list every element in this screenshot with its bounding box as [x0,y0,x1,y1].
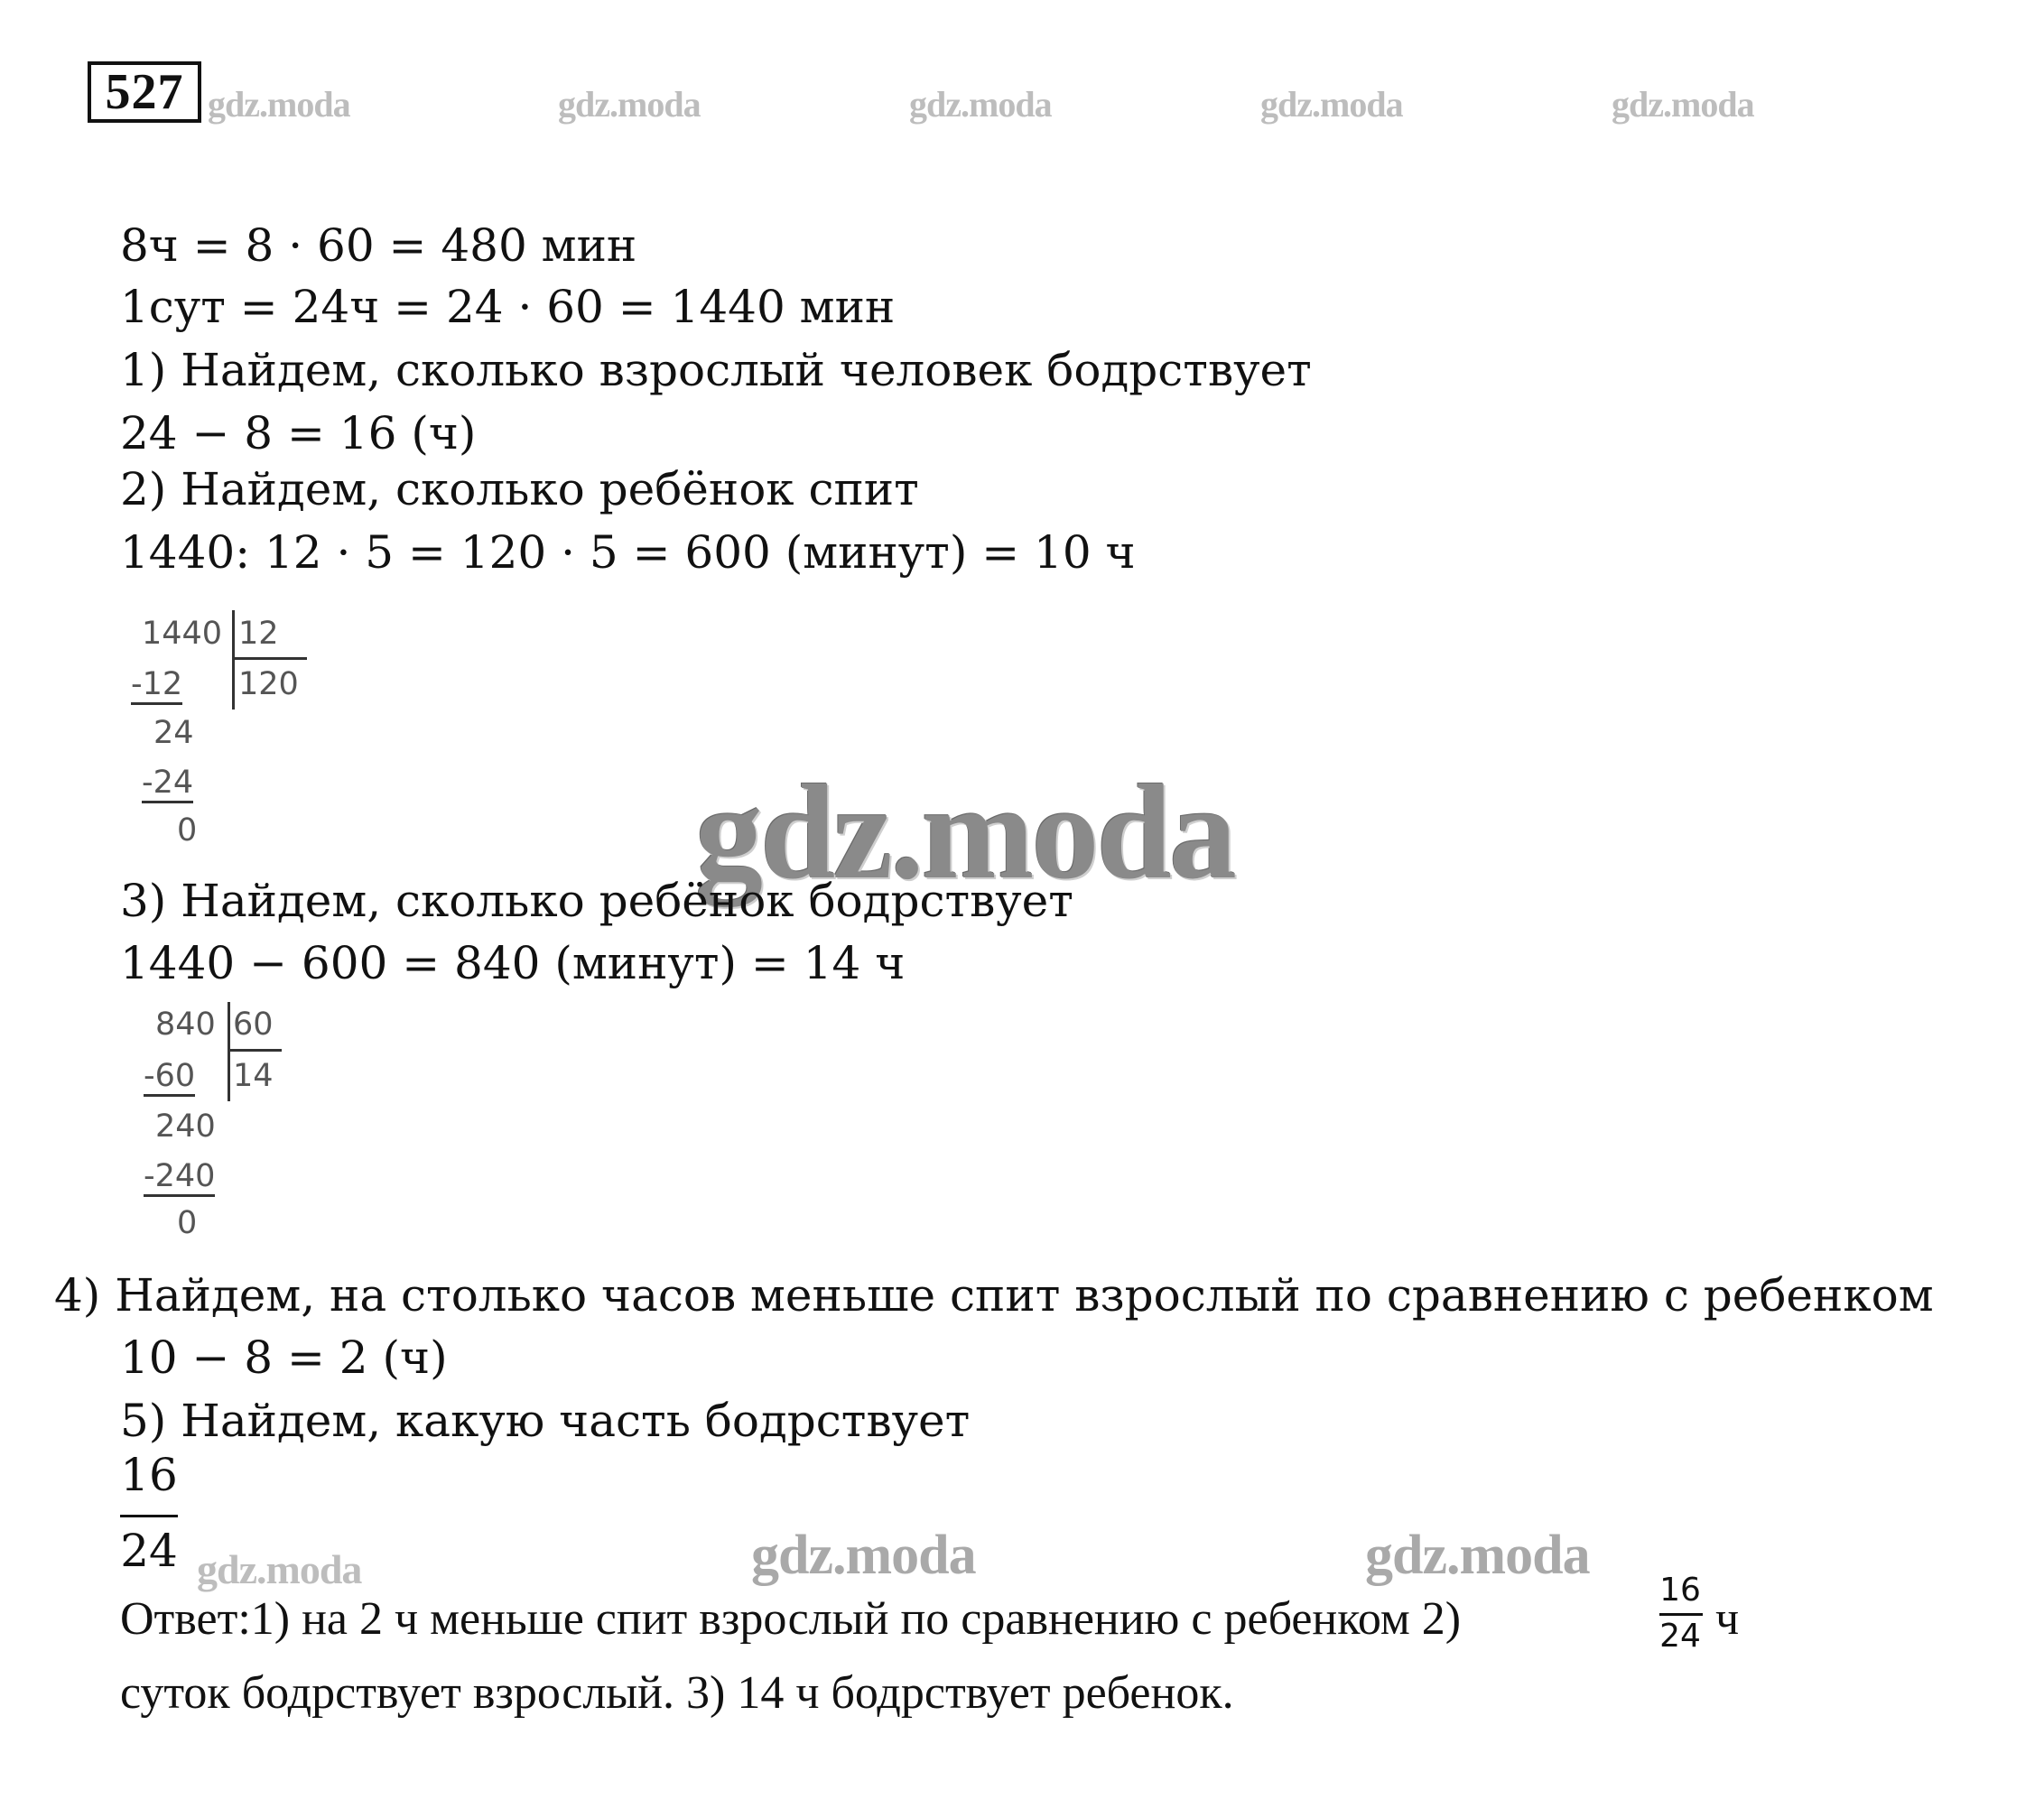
line-conversion-hours: 8ч = 8 · 60 = 480 мин [120,219,637,272]
div2-horizontal-line [228,1049,282,1052]
div1-vertical-line [232,610,235,710]
fraction-numerator: 16 [120,1449,178,1501]
fraction-denominator: 24 [120,1525,178,1577]
watermark-bottom-3: gdz.moda [1365,1525,1590,1586]
line-step-4-calc: 10 − 8 = 2 (ч) [120,1331,448,1384]
watermark-top-4: gdz.moda [1260,84,1403,125]
div2-divisor: 60 [233,1006,274,1043]
answer-line-2: суток бодрствует взрослый. 3) 14 ч бодрствует ребенок. [120,1667,1234,1719]
watermark-bottom-2: gdz.moda [751,1525,976,1586]
line-step-1-calc: 24 − 8 = 16 (ч) [120,407,477,459]
div1-quotient: 120 [238,666,299,702]
div1-dividend: 1440 [142,616,223,652]
div1-subtrahend-2: -24 [142,765,193,803]
line-step-5: 5) Найдем, какую часть бодрствует [120,1395,971,1447]
answer-fraction-denominator: 24 [1659,1618,1701,1655]
line-step-2-calc: 1440: 12 · 5 = 120 · 5 = 600 (минут) = 10 ч [120,526,1136,579]
watermark-bottom-1: gdz.moda [197,1546,362,1592]
watermark-center: gdz.moda [695,757,1234,907]
div1-subtrahend-1: -12 [131,666,182,705]
line-conversion-day: 1сут = 24ч = 24 · 60 = 1440 мин [120,281,896,333]
div2-subtrahend-1: -60 [144,1058,195,1097]
problem-number: 527 [88,61,201,123]
answer-fraction-bar [1659,1613,1703,1616]
watermark-top-1: gdz.moda [208,84,350,125]
div2-subtrahend-2: -240 [144,1158,215,1197]
div1-divisor: 12 [238,616,279,652]
line-step-4: 4) Найдем, на столько часов меньше спит взрослый по сравнению с ребенком [54,1269,1934,1322]
div2-dividend: 840 [155,1006,216,1043]
div2-quotient: 14 [233,1058,274,1094]
answer-unit: ч [1715,1593,1740,1645]
div2-vertical-line [228,1002,230,1101]
fraction-bar [120,1515,178,1517]
line-step-3: 3) Найдем, сколько ребёнок бодрствует [120,875,1073,927]
watermark-top-3: gdz.moda [909,84,1052,125]
watermark-top-2: gdz.moda [558,84,701,125]
watermark-top-5: gdz.moda [1612,84,1754,125]
line-step-3-calc: 1440 − 600 = 840 (минут) = 14 ч [120,937,906,989]
line-step-1: 1) Найдем, сколько взрослый человек бодрствует [120,344,1312,396]
div1-remainder-2: 0 [177,812,198,849]
div1-remainder-1: 24 [153,715,194,751]
div1-horizontal-line [232,657,307,660]
answer-line-1: Ответ:1) на 2 ч меньше спит взрослый по сравнению с ребенком 2) [120,1593,1462,1645]
div2-remainder-2: 0 [177,1205,198,1241]
answer-fraction-numerator: 16 [1659,1572,1701,1609]
div2-remainder-1: 240 [155,1108,216,1145]
line-step-2: 2) Найдем, сколько ребёнок спит [120,463,919,515]
